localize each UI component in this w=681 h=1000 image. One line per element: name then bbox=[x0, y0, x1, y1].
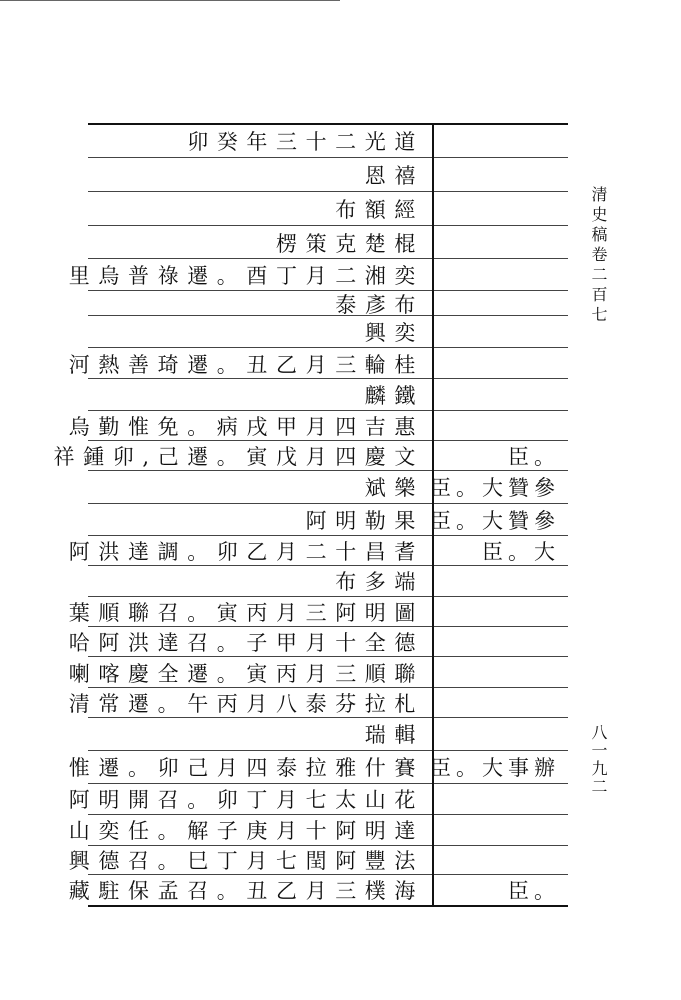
row-left-text: 恩禧 bbox=[364, 163, 424, 188]
row-right-text bbox=[434, 595, 568, 628]
row-right-text bbox=[434, 124, 568, 157]
table-row bbox=[68, 782, 568, 815]
row-left-text: 哈阿洪達召。子甲月十全德 bbox=[68, 630, 424, 655]
row-right-text bbox=[434, 782, 568, 815]
table-row bbox=[88, 378, 568, 411]
row-left-text: 興奕 bbox=[364, 320, 424, 345]
row-right-text: 臣。 bbox=[508, 444, 560, 469]
row-left-text: 斌樂 bbox=[364, 475, 424, 500]
table-row bbox=[88, 315, 568, 348]
row-left-text: 興德召。巳丁月七閏阿豐法 bbox=[68, 848, 424, 873]
row-left-text: 山奕任。解子庚月十阿明達 bbox=[68, 818, 424, 843]
row-left-text: 里烏普祿遷。酉丁月二湘奕 bbox=[68, 263, 424, 288]
table-row bbox=[68, 625, 568, 658]
table-row bbox=[88, 503, 568, 536]
row-right-text: 臣。 bbox=[508, 878, 560, 903]
page-number: 八一九二 bbox=[589, 724, 608, 796]
row-right-text bbox=[434, 378, 568, 411]
table-row bbox=[68, 656, 568, 689]
table-row bbox=[68, 409, 568, 442]
table-row bbox=[88, 226, 568, 259]
row-left-text: 烏勤惟免。病戌甲月四吉惠 bbox=[68, 414, 424, 439]
margin-title: 清史稿卷二百七 bbox=[589, 186, 608, 326]
row-left-text: 藏駐保孟召。丑乙月三樸海 bbox=[68, 878, 424, 903]
table-row bbox=[88, 717, 568, 750]
row-right-text bbox=[434, 717, 568, 750]
row-left-text: 瑞輯 bbox=[364, 722, 424, 747]
table-row bbox=[68, 534, 568, 567]
row-left-text: 河熱善琦遷。丑乙月三輪桂 bbox=[68, 352, 424, 377]
table-row bbox=[68, 686, 568, 719]
row-right-text bbox=[434, 409, 568, 442]
row-left-text: 阿洪達調。卯乙月二十昌耆 bbox=[68, 539, 424, 564]
table-row bbox=[68, 873, 568, 906]
table-row bbox=[68, 813, 568, 846]
row-right-text bbox=[434, 843, 568, 876]
row-right-text bbox=[434, 656, 568, 689]
row-right-text bbox=[434, 315, 568, 348]
row-right-text: 臣。大事辦 bbox=[430, 755, 560, 780]
table-row bbox=[88, 124, 568, 157]
row-left-text: 清常遷。午丙月八泰芬拉札 bbox=[68, 691, 424, 716]
row-left-text: 阿明勒果 bbox=[305, 508, 424, 533]
row-left-text: 楞策克楚棍 bbox=[276, 231, 424, 256]
row-right-text bbox=[434, 192, 568, 225]
table-row bbox=[68, 750, 568, 783]
row-right-text: 臣。大贊參 bbox=[430, 475, 560, 500]
row-left-text: 泰彥布 bbox=[335, 292, 424, 317]
row-left-text: 布多端 bbox=[335, 569, 424, 594]
row-right-text bbox=[434, 158, 568, 191]
top-border-line bbox=[0, 0, 340, 1]
row-left-text: 惟遷。卯己月四泰拉雅什賽 bbox=[68, 755, 424, 780]
row-right-text bbox=[434, 347, 568, 380]
table-row bbox=[88, 470, 568, 503]
row-right-text: 臣。大 bbox=[482, 539, 560, 564]
row-left-text: 阿明開召。卯丁月七太山花 bbox=[68, 787, 424, 812]
table-row bbox=[88, 564, 568, 597]
row-right-text bbox=[434, 226, 568, 259]
row-right-text bbox=[434, 813, 568, 846]
row-right-text: 臣。大贊參 bbox=[430, 508, 560, 533]
row-right-text bbox=[434, 625, 568, 658]
table-row bbox=[88, 192, 568, 225]
row-right-text bbox=[434, 686, 568, 719]
table-row bbox=[68, 595, 568, 628]
row-left-text: 卯癸年三十二光道 bbox=[187, 129, 424, 154]
table-row bbox=[88, 158, 568, 191]
row-left-text: 葉順聯召。寅丙月三阿明圖 bbox=[68, 600, 424, 625]
table-row bbox=[53, 439, 568, 472]
table-row bbox=[68, 843, 568, 876]
row-left-text: 祥鍾卯,己遷。寅戊月四慶文 bbox=[53, 444, 424, 469]
table-row bbox=[68, 347, 568, 380]
row-left-text: 麟鐵 bbox=[364, 383, 424, 408]
row-left-text: 布額經 bbox=[335, 197, 424, 222]
row-left-text: 喇喀慶全遷。寅丙月三順聯 bbox=[68, 661, 424, 686]
row-right-text bbox=[434, 564, 568, 597]
